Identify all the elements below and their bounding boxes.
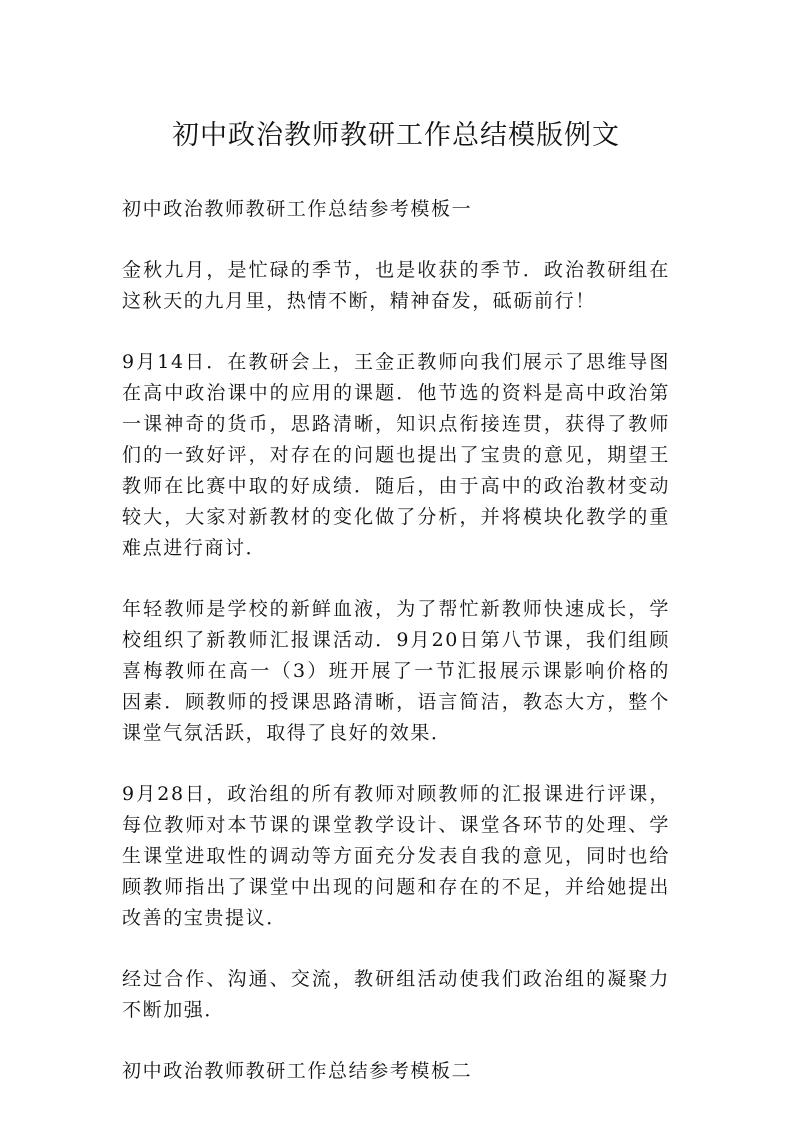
template-two-heading: 初中政治教师教研工作总结参考模板二 xyxy=(122,1060,473,1082)
paragraph-sept-28: 9月28日，政治组的所有教师对顾教师的汇报课进行评课，每位教师对本节课的课堂教学设计、课堂各环节的处理、学生课堂进取性的调动等方面充分发表自我的意见，同时也给顾教师指出了课堂中出现的问题和存在的不足，并给她提出改善的宝贵提议． xyxy=(122,783,670,929)
paragraph-sept-14: 9月14日．在教研会上，王金正教师向我们展示了思维导图在高中政治课中的应用的课题．他节选的资料是高中政治第一课神奇的货币，思路清晰，知识点衔接连贯，获得了教师们的一致好评，对存在的问题也提出了宝贵的意见，期望王教师在比赛中取的好成绩．随后，由于高中的政治教材变动较大，大家对新教材的变化做了分析，并将模块化教学的重难点进行商讨． xyxy=(122,351,670,559)
paragraph-new-teachers: 年轻教师是学校的新鲜血液，为了帮忙新教师快速成长，学校组织了新教师汇报课活动．9月20日第八节课，我们组顾喜梅教师在高一（3）班开展了一节汇报展示课影响价格的因素．顾教师的授课思路清晰，语言简洁，教态大方，整个课堂气氛活跃，取得了良好的效果． xyxy=(122,598,670,744)
paragraph-conclusion: 经过合作、沟通、交流，教研组活动使我们政治组的凝聚力不断加强． xyxy=(122,968,670,1021)
template-one-heading: 初中政治教师教研工作总结参考模板一 xyxy=(122,198,473,220)
document-title: 初中政治教师教研工作总结模版例文 xyxy=(172,120,620,151)
paragraph-intro: 金秋九月，是忙碌的季节，也是收获的季节．政治教研组在这秋天的九月里，热情不断，精神奋发，砥砺前行！ xyxy=(122,259,670,312)
